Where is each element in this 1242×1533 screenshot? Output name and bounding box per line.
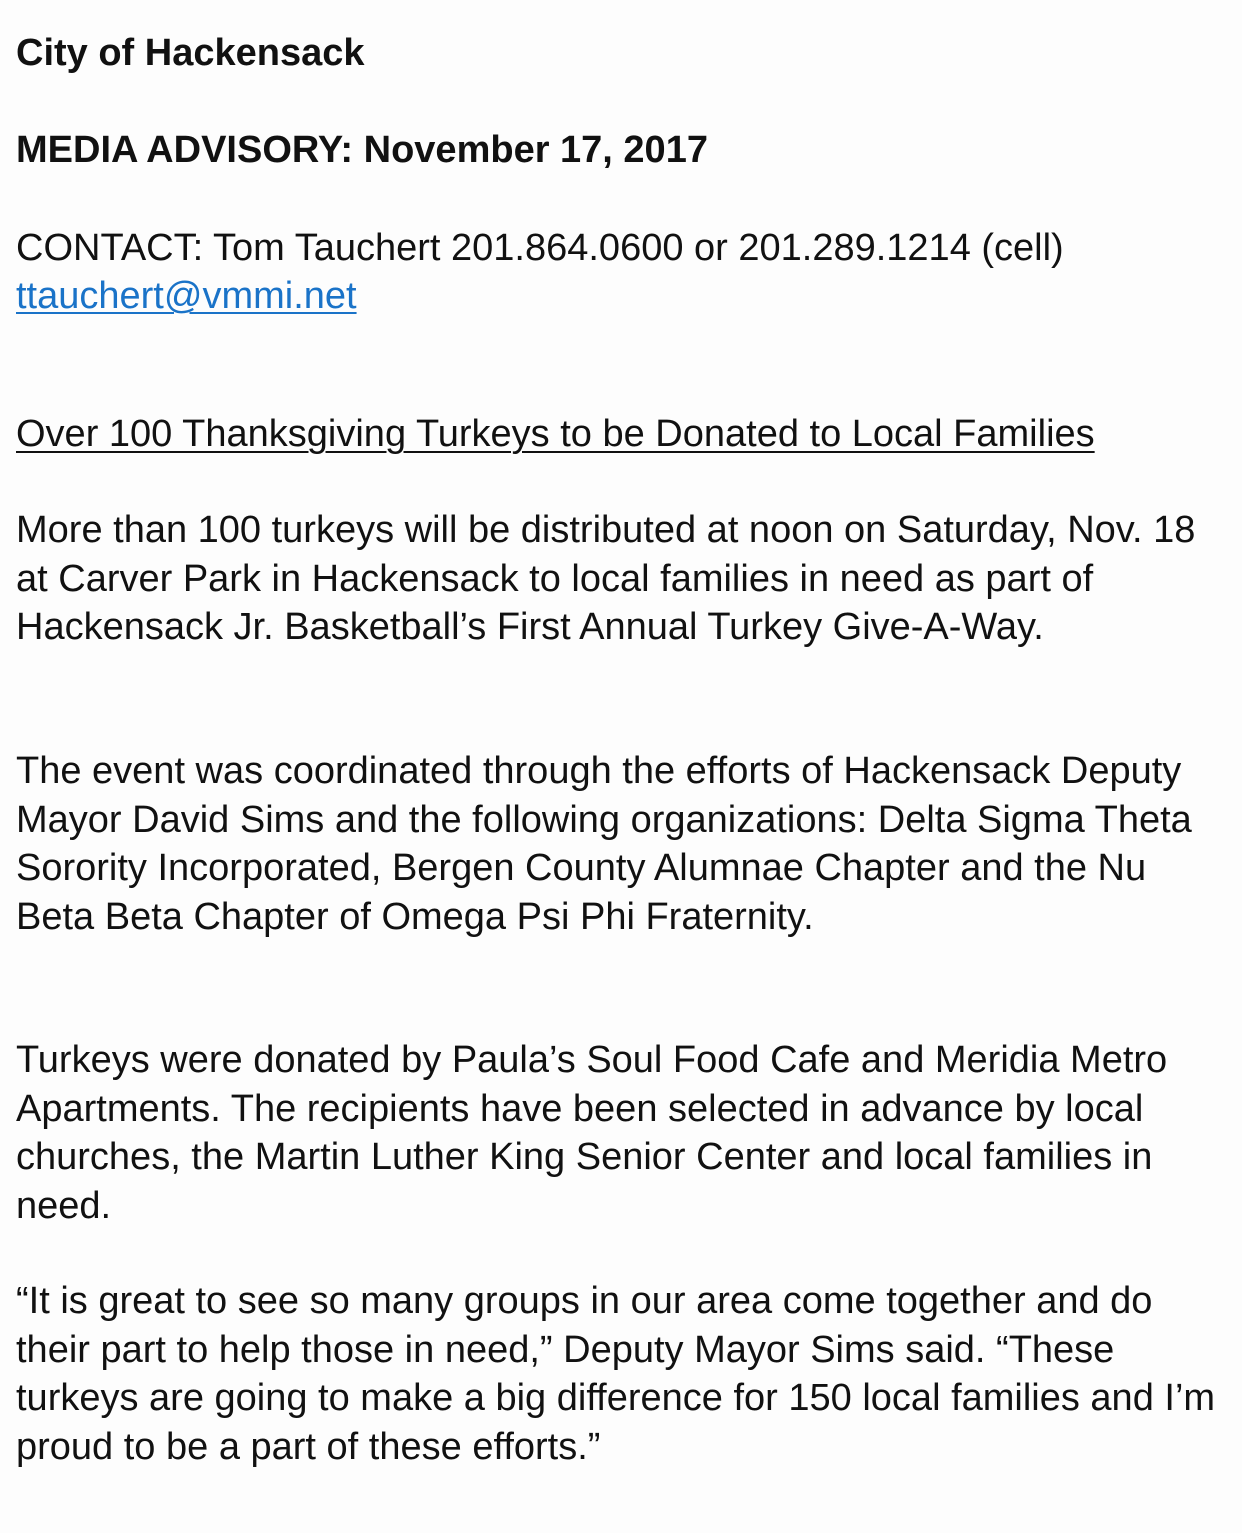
quote-paragraph: “It is great to see so many groups in our area come together and do their part to help those in need,” Deputy Mayor Sims said. “These turkeys are going to make a big difference for 150 local families and I’m proud to be a part of these efforts.” xyxy=(16,1280,1216,1468)
contact-block xyxy=(16,224,1064,320)
body-paragraph: More than 100 turkeys will be distributed at noon on Saturday, Nov. 18 at Carver Park in Hackensack to local families in need as part of Hackensack Jr. Basketball’s First Annual Turkey Give-A-Way. xyxy=(16,509,1196,648)
organization-name: City of Hackensack xyxy=(16,32,365,74)
contact-email-link[interactable]: ttauchert@vmmi.net xyxy=(16,275,357,317)
body-paragraph: The event was coordinated through the efforts of Hackensack Deputy Mayor David Sims and the following organizations: Delta Sigma Theta Sorority Incorporated, Bergen County Alumnae Chapter and the Nu Beta Beta Chapter of Omega Psi Phi Fraternity. xyxy=(16,750,1192,938)
press-headline: Over 100 Thanksgiving Turkeys to be Donated to Local Families xyxy=(16,413,1095,455)
contact-line: CONTACT: Tom Tauchert 201.864.0600 or 201.289.1214 (cell) xyxy=(16,227,1064,269)
advisory-date-heading: MEDIA ADVISORY: November 17, 2017 xyxy=(16,129,708,171)
body-paragraph: Turkeys were donated by Paula’s Soul Food Cafe and Meridia Metro Apartments. The recipients have been selected in advance by local churches, the Martin Luther King Senior Center and local families in need. xyxy=(16,1039,1168,1227)
